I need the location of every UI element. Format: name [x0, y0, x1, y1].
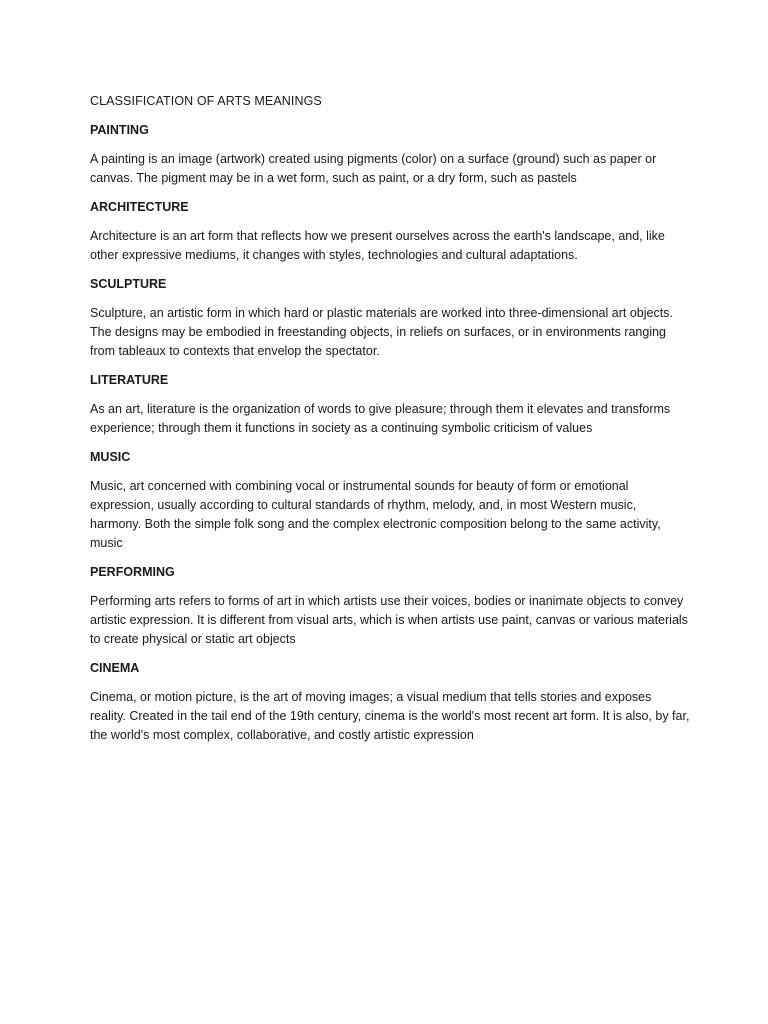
section-body: Sculpture, an artistic form in which hard or plastic materials are worked into three-dimensional art objects. The designs may be embodied in freestanding objects, in reliefs on surfaces, or in environments ranging from tableaux to contexts that envelop the spectator.: [90, 306, 673, 358]
section-body: A painting is an image (artwork) created using pigments (color) on a surface (ground) such as paper or canvas. The pigment may be in a wet form, such as paint, or a dry form, such as pastels: [90, 152, 657, 185]
section-heading: MUSIC: [90, 450, 131, 464]
section-heading: ARCHITECTURE: [90, 200, 189, 214]
section-heading: PERFORMING: [90, 565, 175, 579]
section-cinema: [90, 659, 690, 745]
section-body: As an art, literature is the organization of words to give pleasure; through them it elevates and transforms experience; through them it functions in society as a continuing symbolic criticism of values: [90, 402, 671, 435]
section-music: [90, 448, 690, 553]
section-architecture: [90, 198, 690, 265]
document-page: [90, 92, 690, 755]
section-body: Cinema, or motion picture, is the art of moving images; a visual medium that tells stories and exposes reality. Created in the tail end of the 19th century, cinema is the world's most recent art form. It is also, by far, the world's most complex, collaborative, and costly artistic expression: [90, 690, 690, 742]
document-title: CLASSIFICATION OF ARTS MEANINGS: [90, 94, 322, 108]
section-heading: LITERATURE: [90, 373, 169, 387]
section-heading: SCULPTURE: [90, 277, 167, 291]
section-heading: PAINTING: [90, 123, 149, 137]
section-heading: CINEMA: [90, 661, 140, 675]
section-literature: [90, 371, 690, 438]
section-sculpture: [90, 275, 690, 361]
section-body: Architecture is an art form that reflects how we present ourselves across the earth's landscape, and, like other expressive mediums, it changes with styles, technologies and cultural adaptations.: [90, 229, 665, 262]
section-painting: [90, 121, 690, 188]
section-body: Performing arts refers to forms of art in which artists use their voices, bodies or inanimate objects to convey artistic expression. It is different from visual arts, which is when artists use paint, canvas or various materials to create physical or static art objects: [90, 594, 688, 646]
section-performing: [90, 563, 690, 649]
section-body: Music, art concerned with combining vocal or instrumental sounds for beauty of form or emotional expression, usually according to cultural standards of rhythm, melody, and, in most Western music, harmony. Both the simple folk song and the complex electronic composition belong to the same activity, music: [90, 479, 661, 550]
